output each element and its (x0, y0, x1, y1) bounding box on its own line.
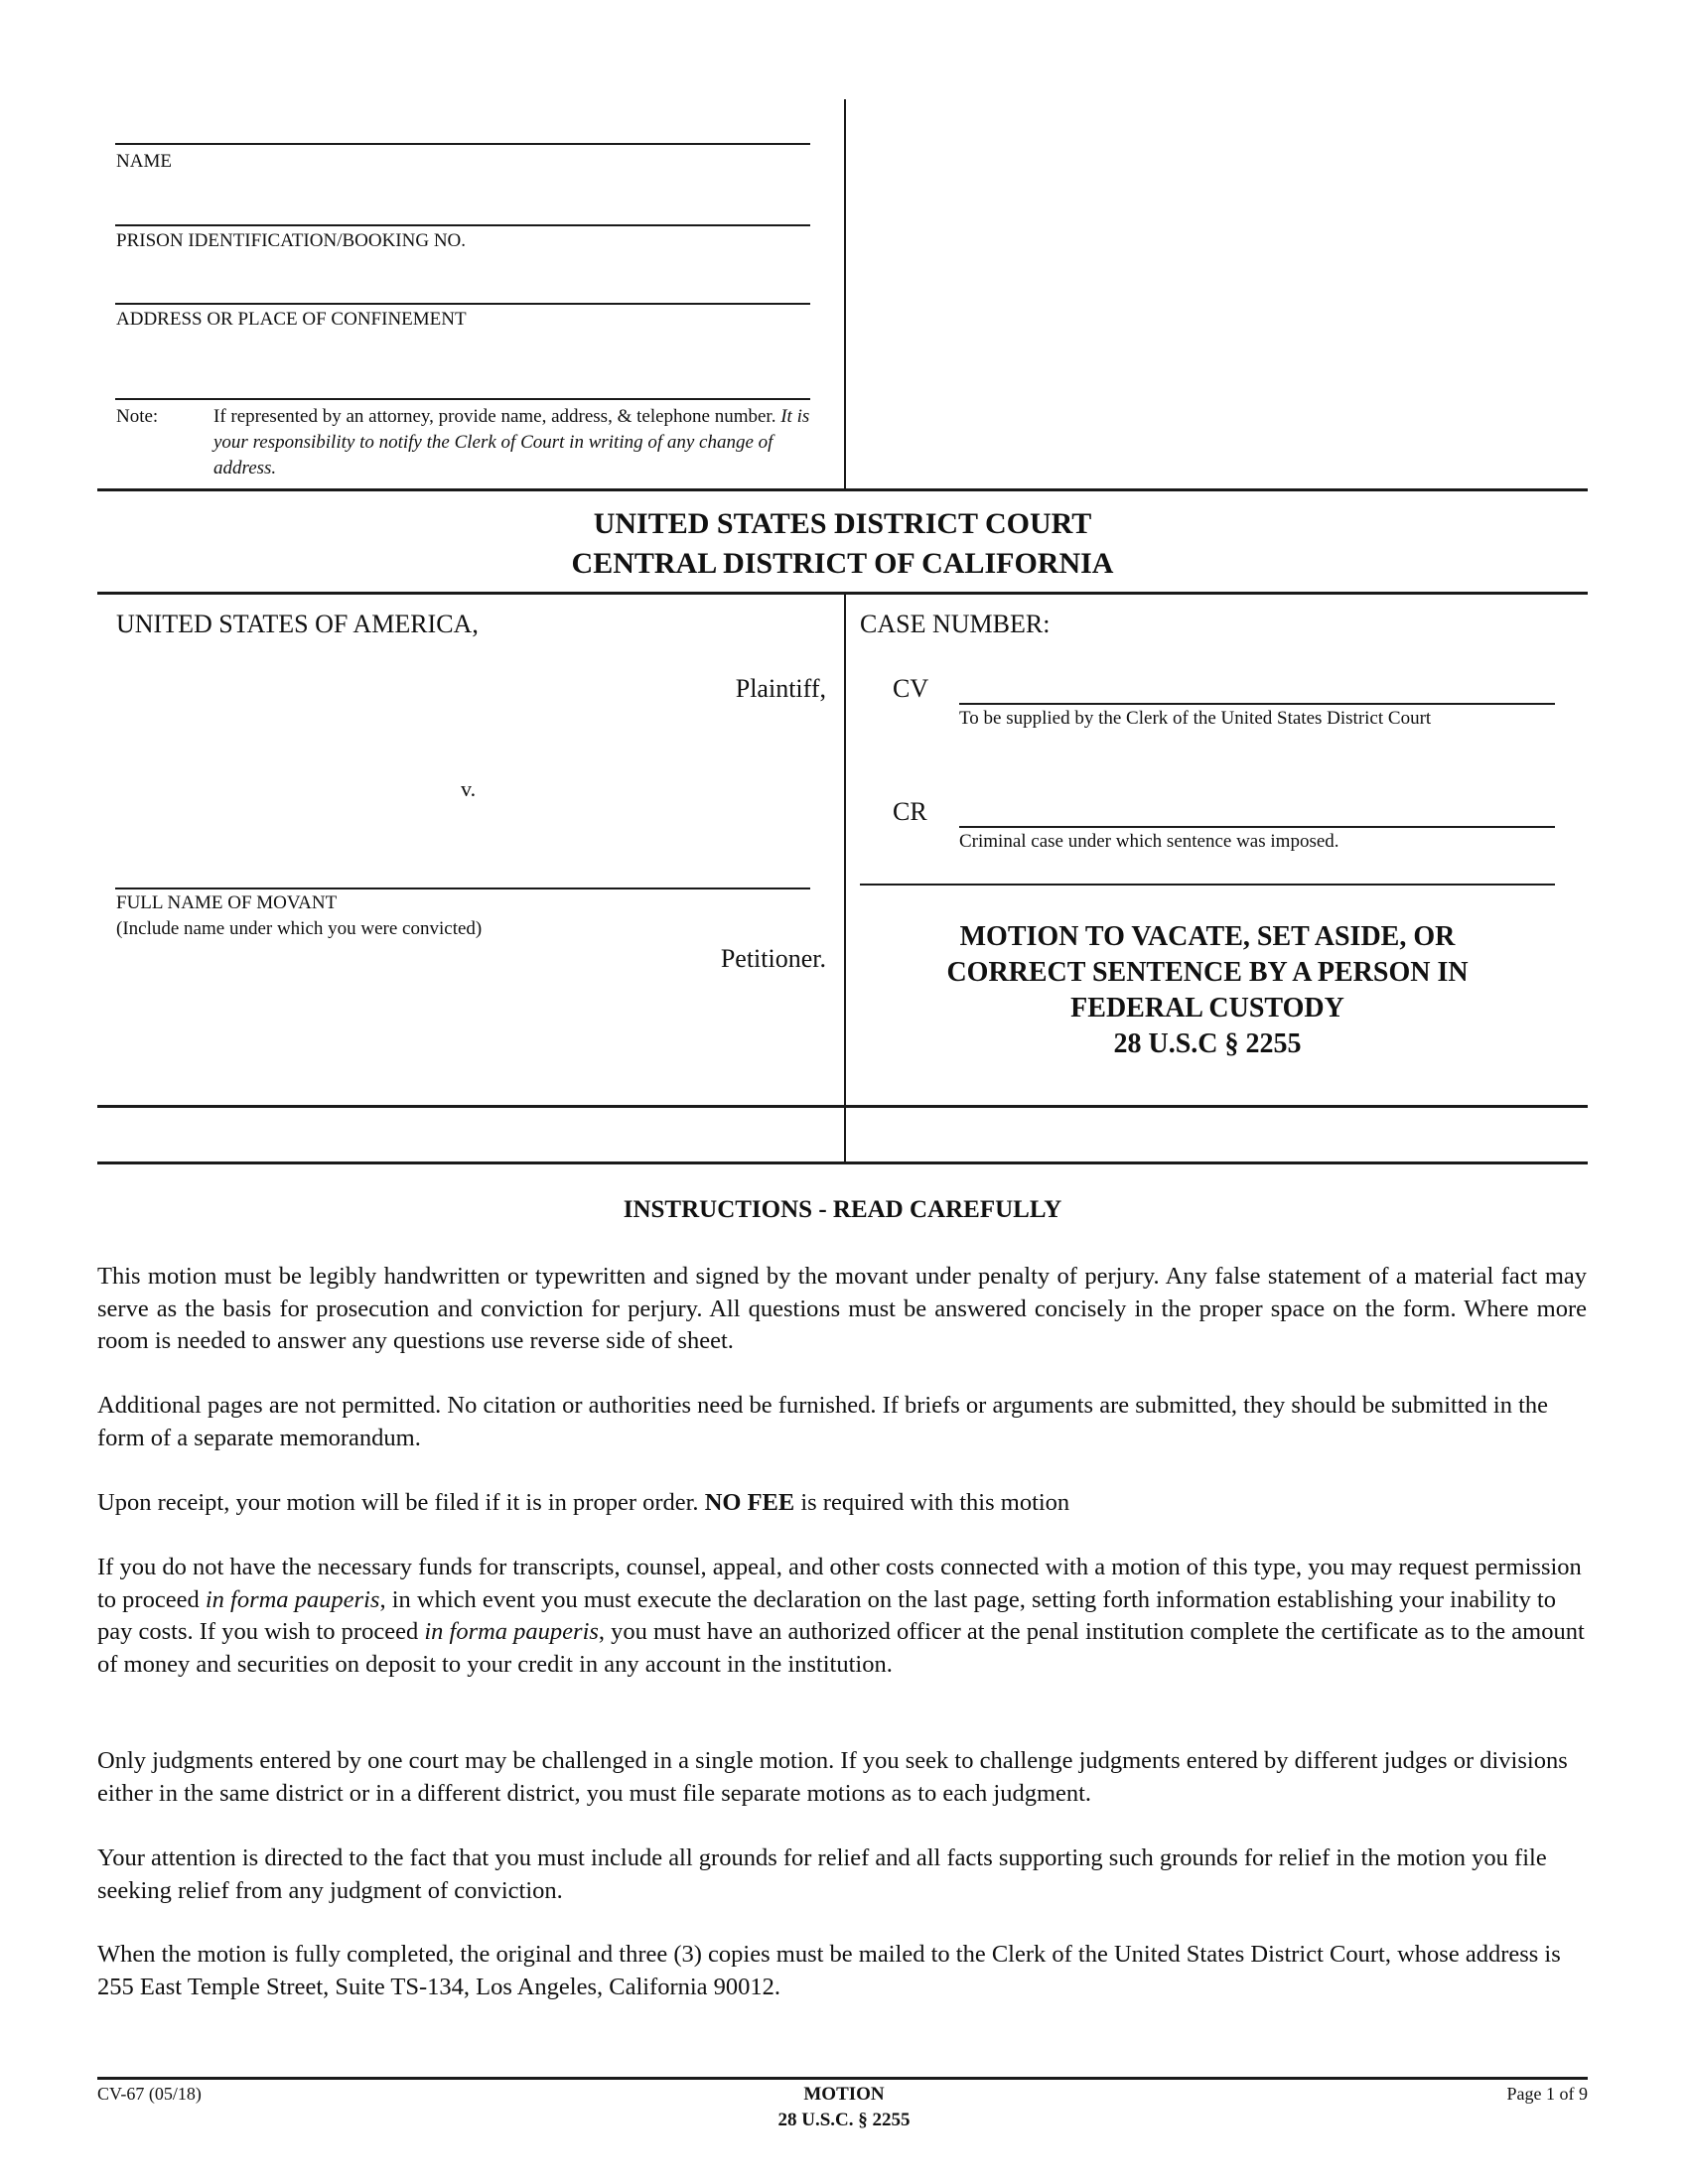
court-line-1: UNITED STATES DISTRICT COURT (593, 507, 1092, 540)
instructions-paragraph-7: When the motion is fully completed, the original and three (3) copies must be mailed to the Clerk of the United States District Court, whose address is 255 East Temple Street, Suite TS-134, Los Angeles, California 90012. (97, 1941, 1561, 2000)
court-line-2: CENTRAL DISTRICT OF CALIFORNIA (571, 547, 1114, 580)
case-number-label: CASE NUMBER: (860, 610, 1051, 638)
cr-number-line[interactable] (959, 826, 1555, 828)
footer-center-line-1: MOTION (803, 2084, 885, 2105)
p4-text-a: If you do not have the necessary funds for transcripts, counsel, appeal, and other costs connected with a motion of this type, you may request permission to proceed (97, 1554, 1582, 1613)
cv-number-line[interactable] (959, 703, 1555, 705)
instructions-paragraph-1: This motion must be legibly handwritten or typewritten and signed by the movant under penalty of perjury. Any false statement of a material fact may serve as the basis for prosecution and conviction for perjury. All questions must be answered concisely in the proper space on the form. Where more room is needed to answer any questions use reverse side of sheet. (97, 1263, 1587, 1354)
no-fee-emphasis: NO FEE (704, 1489, 795, 1516)
footer-center-line-2: 28 U.S.C. § 2255 (777, 2110, 911, 2130)
instructions-paragraph-5: Only judgments entered by one court may be challenged in a single motion. If you seek to challenge judgments entered by different judges or divisions either in the same district or in a different district, you must file separate motions as to each judgment. (97, 1747, 1568, 1807)
instructions-paragraph-2: Additional pages are not permitted. No citation or authorities need be furnished. If briefs or arguments are submitted, they should be submitted in the form of a separate memorandum. (97, 1392, 1549, 1451)
address-field-line[interactable] (115, 303, 810, 305)
page-number: Page 1 of 9 (1506, 2084, 1588, 2104)
footer-center (645, 2082, 1043, 2133)
cv-label: CV (893, 674, 929, 703)
plaintiff-name: UNITED STATES OF AMERICA, (116, 610, 479, 638)
versus-label: v. (461, 776, 477, 801)
cr-label: CR (893, 797, 927, 826)
motion-title-line-4: 28 U.S.C § 2255 (1113, 1028, 1302, 1059)
movant-label: FULL NAME OF MOVANT (116, 892, 338, 913)
note-text-plain: If represented by an attorney, provide name, address, & telephone number. (213, 406, 776, 427)
movant-note: (Include name under which you were convicted) (116, 918, 483, 939)
note-text (213, 404, 814, 481)
rule-above-court (97, 488, 1588, 491)
rule-case-bottom (860, 884, 1555, 886)
p4-text-c: , you must have an authorized officer at the penal institution complete the certificate as to the amount of money and securities on deposit to your credit in any account in the institution. (97, 1618, 1585, 1678)
court-title (97, 504, 1588, 584)
address-label: ADDRESS OR PLACE OF CONFINEMENT (116, 309, 467, 330)
rule-caption-bottom-2 (97, 1161, 1588, 1164)
motion-title (860, 919, 1555, 1062)
ifp-term-2: in forma pauperis (424, 1618, 599, 1645)
motion-title-line-1: MOTION TO VACATE, SET ASIDE, OR (959, 921, 1456, 952)
instructions-heading: INSTRUCTIONS - READ CAREFULLY (623, 1196, 1062, 1223)
petitioner-label: Petitioner. (720, 944, 826, 973)
rule-caption-bottom-1 (97, 1105, 1588, 1108)
vertical-divider-caption (844, 592, 846, 1163)
ifp-term-1: in forma pauperis (205, 1585, 380, 1613)
prison-id-field-line[interactable] (115, 224, 810, 226)
note-label: Note: (116, 406, 159, 427)
instructions-paragraph-3 (97, 1487, 1587, 1520)
plaintiff-label: Plaintiff, (735, 674, 826, 703)
name-field-line[interactable] (115, 143, 810, 145)
p3-text-a: Upon receipt, your motion will be filed if it is in proper order. (97, 1489, 699, 1516)
vertical-divider-top (844, 99, 846, 488)
movant-name-line[interactable] (115, 887, 810, 889)
name-label: NAME (116, 151, 172, 172)
prison-id-label: PRISON IDENTIFICATION/BOOKING NO. (116, 230, 467, 251)
motion-title-line-2: CORRECT SENTENCE BY A PERSON IN (946, 957, 1469, 988)
footer-rule (97, 2077, 1588, 2080)
instructions-paragraph-4 (97, 1552, 1587, 1681)
motion-title-line-3: FEDERAL CUSTODY (1070, 993, 1344, 1024)
cr-note: Criminal case under which sentence was imposed. (959, 831, 1339, 852)
form-id: CV-67 (05/18) (97, 2084, 202, 2104)
p4-text-b: , in which event you must execute the declaration on the last page, setting forth information establishing your inability to pay costs. If you wish to proceed (97, 1585, 1557, 1645)
address-field-line-2[interactable] (115, 398, 810, 400)
note-text-italic: It is your responsibility to notify the Clerk of Court in writing of any change of address. (213, 406, 810, 478)
cv-note: To be supplied by the Clerk of the United States District Court (959, 708, 1432, 729)
p3-text-c: is required with this motion (800, 1489, 1070, 1516)
instructions-paragraph-6: Your attention is directed to the fact that you must include all grounds for relief and all facts supporting such grounds for relief in the motion you file seeking relief from any judgment of conviction. (97, 1844, 1547, 1904)
rule-below-court (97, 592, 1588, 595)
